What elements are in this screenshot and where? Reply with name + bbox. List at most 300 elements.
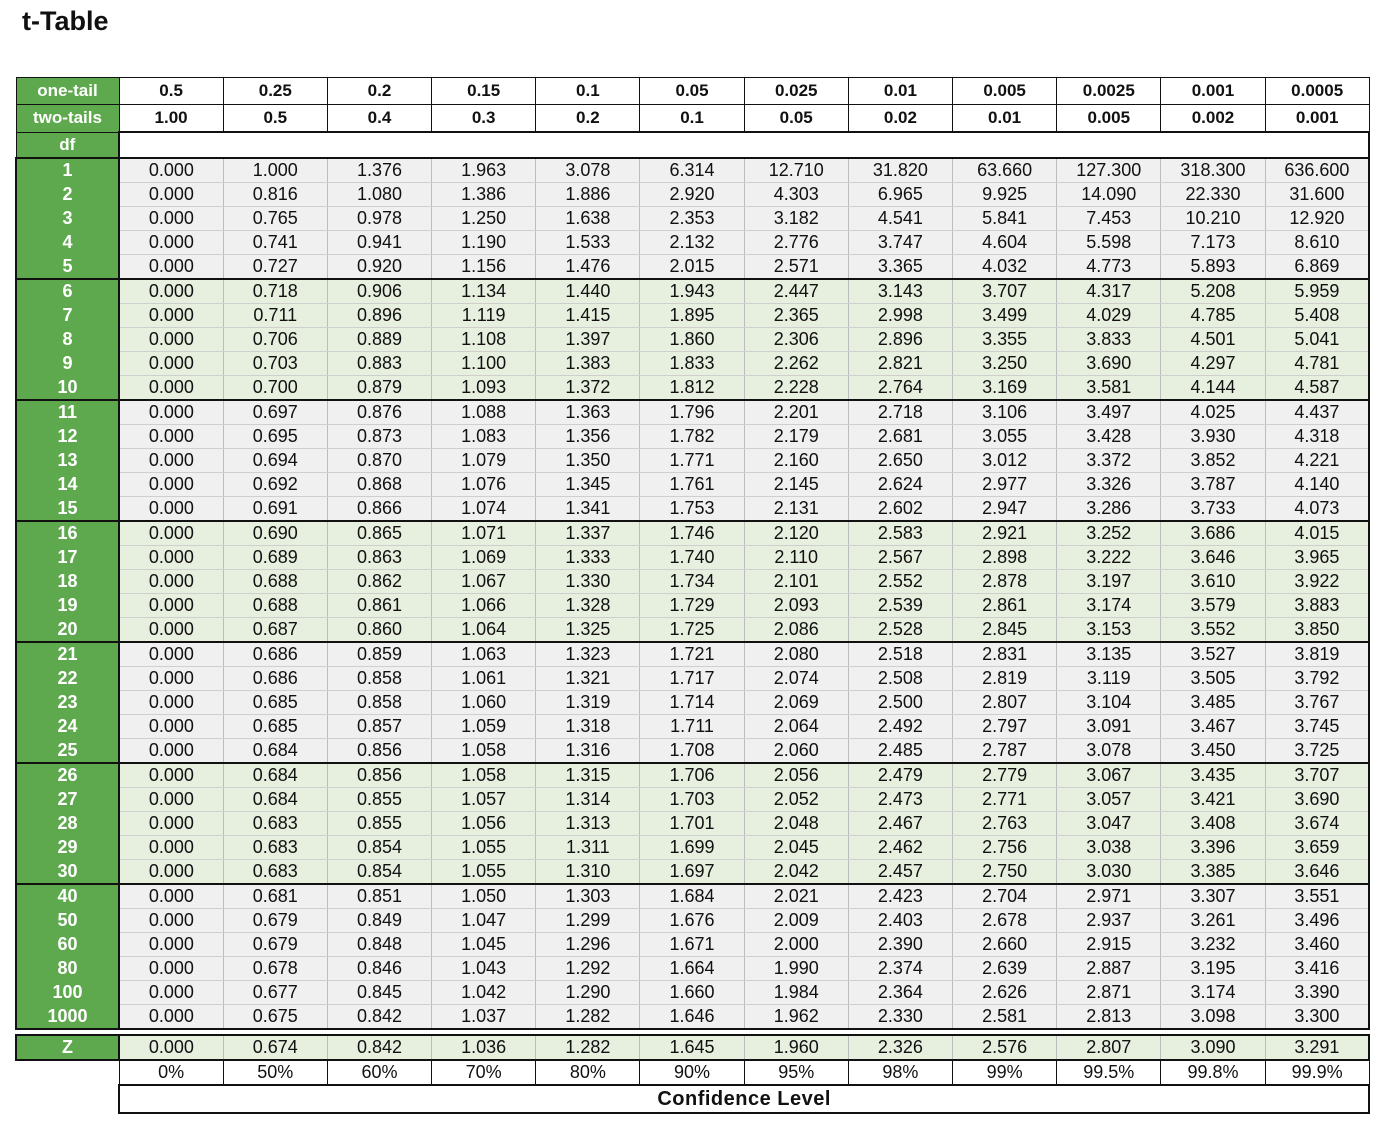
t-value-cell: 0.858	[327, 691, 431, 715]
z-value-cell: 3.291	[1265, 1035, 1369, 1060]
t-value-cell: 3.067	[1057, 763, 1161, 788]
df-cell: 20	[16, 618, 119, 643]
z-value-cell: 1.282	[536, 1035, 640, 1060]
t-value-cell: 5.841	[953, 207, 1057, 231]
t-value-cell: 3.135	[1057, 642, 1161, 667]
t-value-cell: 1.318	[536, 715, 640, 739]
t-value-cell: 2.797	[953, 715, 1057, 739]
t-value-cell: 1.706	[640, 763, 744, 788]
t-value-cell: 0.000	[119, 836, 223, 860]
df-cell: 3	[16, 207, 119, 231]
df-cell: 9	[16, 352, 119, 376]
t-value-cell: 2.042	[744, 860, 848, 885]
t-value-cell: 2.093	[744, 594, 848, 618]
t-value-cell: 0.000	[119, 1005, 223, 1030]
two-tails-header-row	[16, 105, 1369, 133]
t-value-cell: 2.462	[848, 836, 952, 860]
t-value-cell: 2.353	[640, 207, 744, 231]
t-value-cell: 0.683	[223, 860, 327, 885]
t-value-cell: 1.058	[432, 739, 536, 764]
table-row	[16, 667, 1369, 691]
t-value-cell: 2.074	[744, 667, 848, 691]
t-value-cell: 0.000	[119, 207, 223, 231]
t-value-cell: 0.873	[327, 425, 431, 449]
one-tail-value: 0.15	[432, 78, 536, 105]
t-value-cell: 2.492	[848, 715, 952, 739]
t-value-cell: 3.055	[953, 425, 1057, 449]
t-value-cell: 1.321	[536, 667, 640, 691]
t-value-cell: 0.876	[327, 400, 431, 425]
t-value-cell: 1.058	[432, 763, 536, 788]
t-value-cell: 0.855	[327, 788, 431, 812]
t-value-cell: 0.000	[119, 957, 223, 981]
t-value-cell: 0.727	[223, 255, 327, 280]
t-value-cell: 2.374	[848, 957, 952, 981]
t-value-cell: 3.372	[1057, 449, 1161, 473]
t-value-cell: 3.767	[1265, 691, 1369, 715]
confidence-caption-row	[16, 1085, 1369, 1113]
t-value-cell: 0.688	[223, 570, 327, 594]
table-row	[16, 521, 1369, 546]
t-value-cell: 4.318	[1265, 425, 1369, 449]
t-value-cell: 0.000	[119, 763, 223, 788]
t-value-cell: 2.508	[848, 667, 952, 691]
confidence-cell: 99.8%	[1161, 1060, 1265, 1085]
t-value-cell: 2.813	[1057, 1005, 1161, 1030]
table-row	[16, 231, 1369, 255]
t-value-cell: 0.691	[223, 497, 327, 522]
t-value-cell: 0.000	[119, 860, 223, 885]
t-value-cell: 0.858	[327, 667, 431, 691]
one-tail-label: one-tail	[16, 78, 119, 105]
t-value-cell: 2.528	[848, 618, 952, 643]
z-value-cell: 0.674	[223, 1035, 327, 1060]
confidence-cell: 90%	[640, 1060, 744, 1085]
t-value-cell: 3.355	[953, 328, 1057, 352]
t-value-cell: 3.485	[1161, 691, 1265, 715]
t-value-cell: 2.763	[953, 812, 1057, 836]
t-value-cell: 2.086	[744, 618, 848, 643]
t-value-cell: 22.330	[1161, 183, 1265, 207]
t-value-cell: 1.083	[432, 425, 536, 449]
t-value-cell: 2.650	[848, 449, 952, 473]
t-value-cell: 2.080	[744, 642, 848, 667]
t-value-cell: 2.639	[953, 957, 1057, 981]
t-value-cell: 2.467	[848, 812, 952, 836]
z-value-cell: 1.036	[432, 1035, 536, 1060]
t-value-cell: 1.080	[327, 183, 431, 207]
t-value-cell: 2.771	[953, 788, 1057, 812]
t-value-cell: 0.845	[327, 981, 431, 1005]
t-value-cell: 1.037	[432, 1005, 536, 1030]
table-row	[16, 642, 1369, 667]
table-row	[16, 788, 1369, 812]
t-value-cell: 2.821	[848, 352, 952, 376]
z-value-cell: 2.807	[1057, 1035, 1161, 1060]
t-value-cell: 3.690	[1265, 788, 1369, 812]
t-value-cell: 2.602	[848, 497, 952, 522]
t-value-cell: 0.889	[327, 328, 431, 352]
t-value-cell: 2.179	[744, 425, 848, 449]
t-value-cell: 9.925	[953, 183, 1057, 207]
t-value-cell: 1.316	[536, 739, 640, 764]
t-value-cell: 5.041	[1265, 328, 1369, 352]
t-value-cell: 0.860	[327, 618, 431, 643]
table-row	[16, 1005, 1369, 1030]
t-value-cell: 1.684	[640, 884, 744, 909]
table-row	[16, 715, 1369, 739]
t-value-cell: 31.600	[1265, 183, 1369, 207]
t-value-cell: 2.457	[848, 860, 952, 885]
z-value-cell: 1.645	[640, 1035, 744, 1060]
t-value-cell: 1.671	[640, 933, 744, 957]
df-cell: 10	[16, 376, 119, 401]
table-row	[16, 957, 1369, 981]
t-value-cell: 4.015	[1265, 521, 1369, 546]
t-value-cell: 1.782	[640, 425, 744, 449]
t-value-cell: 2.069	[744, 691, 848, 715]
t-value-cell: 1.319	[536, 691, 640, 715]
t-value-cell: 1.699	[640, 836, 744, 860]
table-row	[16, 400, 1369, 425]
t-value-cell: 1.638	[536, 207, 640, 231]
t-value-cell: 3.659	[1265, 836, 1369, 860]
t-value-cell: 3.286	[1057, 497, 1161, 522]
t-value-cell: 2.131	[744, 497, 848, 522]
t-value-cell: 3.792	[1265, 667, 1369, 691]
t-value-cell: 3.408	[1161, 812, 1265, 836]
t-value-cell: 0.851	[327, 884, 431, 909]
t-value-cell: 1.943	[640, 279, 744, 304]
t-value-cell: 3.674	[1265, 812, 1369, 836]
t-value-cell: 0.856	[327, 763, 431, 788]
table-row	[16, 836, 1369, 860]
t-value-cell: 1.000	[223, 158, 327, 183]
t-value-cell: 0.000	[119, 304, 223, 328]
t-value-cell: 3.965	[1265, 546, 1369, 570]
t-value-cell: 0.689	[223, 546, 327, 570]
t-value-cell: 4.032	[953, 255, 1057, 280]
table-row	[16, 255, 1369, 280]
df-header-row	[16, 132, 1369, 158]
t-value-cell: 0.000	[119, 279, 223, 304]
t-value-cell: 1.717	[640, 667, 744, 691]
two-tails-value: 0.1	[640, 105, 744, 133]
df-cell: 80	[16, 957, 119, 981]
t-value-cell: 2.937	[1057, 909, 1161, 933]
t-value-cell: 3.104	[1057, 691, 1161, 715]
table-row	[16, 183, 1369, 207]
t-value-cell: 318.300	[1161, 158, 1265, 183]
t-value-cell: 1.664	[640, 957, 744, 981]
t-value-cell: 4.541	[848, 207, 952, 231]
t-value-cell: 1.057	[432, 788, 536, 812]
t-value-cell: 0.711	[223, 304, 327, 328]
t-value-cell: 4.604	[953, 231, 1057, 255]
t-value-cell: 0.000	[119, 933, 223, 957]
t-value-cell: 3.416	[1265, 957, 1369, 981]
df-cell: 19	[16, 594, 119, 618]
t-value-cell: 0.684	[223, 763, 327, 788]
t-value-cell: 2.704	[953, 884, 1057, 909]
t-value-cell: 1.708	[640, 739, 744, 764]
t-value-cell: 0.849	[327, 909, 431, 933]
t-value-cell: 0.000	[119, 788, 223, 812]
t-value-cell: 1.079	[432, 449, 536, 473]
t-value-cell: 4.297	[1161, 352, 1265, 376]
t-value-cell: 5.408	[1265, 304, 1369, 328]
t-value-cell: 1.860	[640, 328, 744, 352]
t-value-cell: 1.042	[432, 981, 536, 1005]
t-value-cell: 2.447	[744, 279, 848, 304]
df-cell: 40	[16, 884, 119, 909]
two-tails-value: 0.3	[432, 105, 536, 133]
table-row	[16, 763, 1369, 788]
t-value-cell: 1.064	[432, 618, 536, 643]
t-value-cell: 0.000	[119, 449, 223, 473]
df-cell: 29	[16, 836, 119, 860]
t-value-cell: 2.056	[744, 763, 848, 788]
t-value-cell: 2.552	[848, 570, 952, 594]
df-cell: 100	[16, 981, 119, 1005]
t-value-cell: 0.000	[119, 981, 223, 1005]
t-value-cell: 4.773	[1057, 255, 1161, 280]
table-row	[16, 546, 1369, 570]
table-row	[16, 909, 1369, 933]
t-value-cell: 3.733	[1161, 497, 1265, 522]
t-value-cell: 2.160	[744, 449, 848, 473]
t-value-cell: 0.684	[223, 788, 327, 812]
t-value-cell: 0.861	[327, 594, 431, 618]
t-value-cell: 3.707	[1265, 763, 1369, 788]
t-value-cell: 2.330	[848, 1005, 952, 1030]
t-value-cell: 3.307	[1161, 884, 1265, 909]
t-value-cell: 1.397	[536, 328, 640, 352]
table-row	[16, 449, 1369, 473]
t-value-cell: 1.990	[744, 957, 848, 981]
t-value-cell: 2.660	[953, 933, 1057, 957]
t-value-cell: 1.646	[640, 1005, 744, 1030]
t-value-cell: 3.552	[1161, 618, 1265, 643]
df-cell: 28	[16, 812, 119, 836]
two-tails-value: 0.05	[744, 105, 848, 133]
t-value-cell: 3.300	[1265, 1005, 1369, 1030]
confidence-cell: 80%	[536, 1060, 640, 1085]
t-value-cell: 0.000	[119, 352, 223, 376]
t-value-cell: 2.567	[848, 546, 952, 570]
t-value-cell: 0.703	[223, 352, 327, 376]
t-value-cell: 3.850	[1265, 618, 1369, 643]
t-value-cell: 0.855	[327, 812, 431, 836]
df-cell: 6	[16, 279, 119, 304]
t-value-cell: 2.581	[953, 1005, 1057, 1030]
t-value-cell: 4.587	[1265, 376, 1369, 401]
t-value-cell: 2.364	[848, 981, 952, 1005]
t-value-cell: 0.679	[223, 909, 327, 933]
t-value-cell: 3.686	[1161, 521, 1265, 546]
t-value-cell: 1.325	[536, 618, 640, 643]
t-value-cell: 0.870	[327, 449, 431, 473]
table-row	[16, 594, 1369, 618]
t-value-cell: 1.796	[640, 400, 744, 425]
t-value-cell: 3.579	[1161, 594, 1265, 618]
t-value-cell: 2.015	[640, 255, 744, 280]
t-value-cell: 0.859	[327, 642, 431, 667]
t-value-cell: 1.812	[640, 376, 744, 401]
t-value-cell: 2.390	[848, 933, 952, 957]
t-value-cell: 0.000	[119, 231, 223, 255]
t-value-cell: 3.252	[1057, 521, 1161, 546]
t-value-cell: 3.428	[1057, 425, 1161, 449]
t-value-cell: 2.861	[953, 594, 1057, 618]
t-value-cell: 0.000	[119, 909, 223, 933]
t-value-cell: 3.460	[1265, 933, 1369, 957]
t-value-cell: 2.921	[953, 521, 1057, 546]
t-value-cell: 5.208	[1161, 279, 1265, 304]
two-tails-label: two-tails	[16, 105, 119, 133]
t-value-cell: 0.000	[119, 183, 223, 207]
t-value-cell: 6.314	[640, 158, 744, 183]
t-value-cell: 3.396	[1161, 836, 1265, 860]
t-value-cell: 2.101	[744, 570, 848, 594]
t-value-cell: 0.000	[119, 618, 223, 643]
table-row	[16, 352, 1369, 376]
t-value-cell: 4.025	[1161, 400, 1265, 425]
t-value-cell: 3.852	[1161, 449, 1265, 473]
t-value-cell: 2.971	[1057, 884, 1161, 909]
t-value-cell: 3.646	[1161, 546, 1265, 570]
t-value-cell: 4.501	[1161, 328, 1265, 352]
t-value-cell: 0.694	[223, 449, 327, 473]
t-value-cell: 3.091	[1057, 715, 1161, 739]
one-tail-value: 0.001	[1161, 78, 1265, 105]
table-row	[16, 570, 1369, 594]
df-cell: 22	[16, 667, 119, 691]
table-row	[16, 497, 1369, 522]
df-cell: 8	[16, 328, 119, 352]
t-value-cell: 7.453	[1057, 207, 1161, 231]
t-value-cell: 1.190	[432, 231, 536, 255]
t-value-cell: 2.915	[1057, 933, 1161, 957]
t-value-cell: 1.282	[536, 1005, 640, 1030]
t-value-cell: 0.741	[223, 231, 327, 255]
t-value-cell: 0.868	[327, 473, 431, 497]
t-value-cell: 3.174	[1057, 594, 1161, 618]
t-value-cell: 0.690	[223, 521, 327, 546]
t-value-cell: 3.250	[953, 352, 1057, 376]
confidence-cell: 99%	[953, 1060, 1057, 1085]
t-value-cell: 3.119	[1057, 667, 1161, 691]
t-value-cell: 1.292	[536, 957, 640, 981]
t-value-cell: 2.262	[744, 352, 848, 376]
t-value-cell: 4.781	[1265, 352, 1369, 376]
t-value-cell: 3.747	[848, 231, 952, 255]
t-value-cell: 0.000	[119, 400, 223, 425]
t-value-cell: 3.467	[1161, 715, 1265, 739]
table-row	[16, 158, 1369, 183]
t-value-cell: 3.174	[1161, 981, 1265, 1005]
df-cell: 1000	[16, 1005, 119, 1030]
t-value-cell: 0.879	[327, 376, 431, 401]
t-value-cell: 0.681	[223, 884, 327, 909]
t-value-cell: 0.857	[327, 715, 431, 739]
t-value-cell: 1.363	[536, 400, 640, 425]
t-value-cell: 3.012	[953, 449, 1057, 473]
t-value-cell: 1.055	[432, 860, 536, 885]
t-value-cell: 2.485	[848, 739, 952, 764]
t-value-cell: 0.683	[223, 812, 327, 836]
t-value-cell: 3.222	[1057, 546, 1161, 570]
one-tail-value: 0.0025	[1057, 78, 1161, 105]
t-value-cell: 0.846	[327, 957, 431, 981]
t-value-cell: 2.898	[953, 546, 1057, 570]
t-value-cell: 0.978	[327, 207, 431, 231]
t-value-cell: 1.076	[432, 473, 536, 497]
t-value-cell: 0.000	[119, 812, 223, 836]
t-value-cell: 3.725	[1265, 739, 1369, 764]
z-value-cell: 0.842	[327, 1035, 431, 1060]
t-value-cell: 1.059	[432, 715, 536, 739]
one-tail-value: 0.1	[536, 78, 640, 105]
t-value-cell: 1.067	[432, 570, 536, 594]
t-value-cell: 0.854	[327, 836, 431, 860]
t-value-cell: 8.610	[1265, 231, 1369, 255]
t-value-cell: 1.328	[536, 594, 640, 618]
confidence-cell: 95%	[744, 1060, 848, 1085]
t-value-cell: 0.685	[223, 691, 327, 715]
t-value-cell: 2.787	[953, 739, 1057, 764]
t-value-cell: 1.250	[432, 207, 536, 231]
t-value-cell: 0.848	[327, 933, 431, 957]
t-value-cell: 2.878	[953, 570, 1057, 594]
t-value-cell: 3.930	[1161, 425, 1265, 449]
t-value-cell: 3.153	[1057, 618, 1161, 643]
t-value-cell: 2.518	[848, 642, 952, 667]
t-value-cell: 0.865	[327, 521, 431, 546]
table-row	[16, 618, 1369, 643]
t-value-cell: 1.533	[536, 231, 640, 255]
t-value-cell: 0.700	[223, 376, 327, 401]
two-tails-value: 0.01	[953, 105, 1057, 133]
table-row	[16, 207, 1369, 231]
t-value-cell: 1.356	[536, 425, 640, 449]
t-value-cell: 3.450	[1161, 739, 1265, 764]
two-tails-value: 0.4	[327, 105, 431, 133]
t-value-cell: 3.106	[953, 400, 1057, 425]
t-value-cell: 1.043	[432, 957, 536, 981]
t-value-cell: 3.499	[953, 304, 1057, 328]
t-value-cell: 3.527	[1161, 642, 1265, 667]
t-value-cell: 2.624	[848, 473, 952, 497]
t-value-cell: 2.479	[848, 763, 952, 788]
table-row	[16, 884, 1369, 909]
t-value-cell: 0.000	[119, 521, 223, 546]
t-value-cell: 2.500	[848, 691, 952, 715]
t-value-cell: 2.920	[640, 183, 744, 207]
t-value-cell: 1.746	[640, 521, 744, 546]
t-value-cell: 4.140	[1265, 473, 1369, 497]
t-value-cell: 1.310	[536, 860, 640, 885]
t-value-cell: 2.807	[953, 691, 1057, 715]
t-value-cell: 0.000	[119, 739, 223, 764]
t-value-cell: 6.869	[1265, 255, 1369, 280]
t-value-cell: 2.045	[744, 836, 848, 860]
t-value-cell: 0.765	[223, 207, 327, 231]
t-value-cell: 2.000	[744, 933, 848, 957]
t-value-cell: 2.626	[953, 981, 1057, 1005]
t-value-cell: 2.145	[744, 473, 848, 497]
t-value-cell: 1.093	[432, 376, 536, 401]
